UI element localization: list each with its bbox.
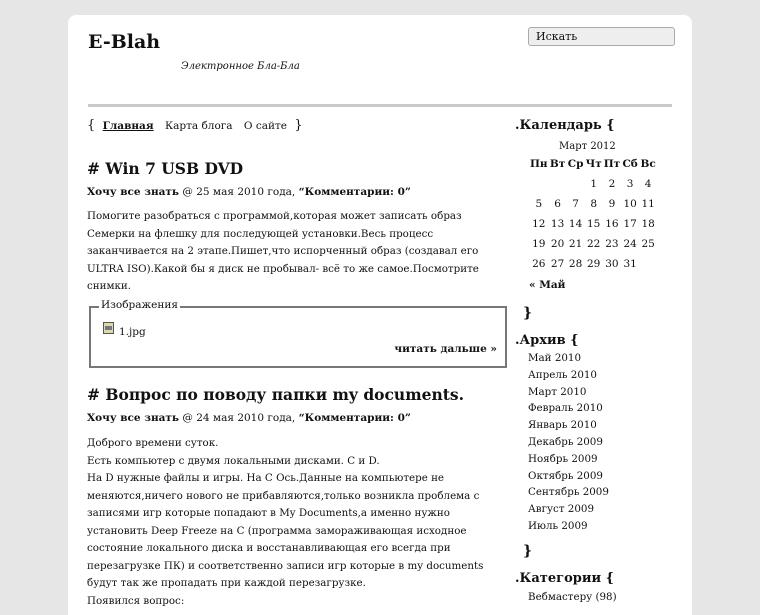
calendar-day: 2 bbox=[608, 178, 616, 190]
archive-title: .Архив { bbox=[515, 333, 579, 348]
calendar-day: 28 bbox=[568, 258, 583, 270]
calendar-day: 11 bbox=[641, 198, 655, 210]
archive-link[interactable]: Ноябрь 2009 bbox=[528, 452, 598, 465]
post-comments-link[interactable]: “Комментарии: 0” bbox=[298, 186, 411, 198]
search-input[interactable]: Искать bbox=[528, 27, 675, 46]
calendar-day: 13 bbox=[550, 218, 565, 230]
calendar-day: 18 bbox=[641, 218, 655, 230]
calendar-day bbox=[567, 174, 585, 194]
calendar-close-brace: } bbox=[523, 305, 533, 321]
page-container bbox=[68, 15, 692, 615]
header-divider bbox=[88, 104, 672, 107]
calendar-day: 17 bbox=[623, 218, 637, 230]
archive-link[interactable]: Декабрь 2009 bbox=[528, 435, 603, 448]
calendar-day: 15 bbox=[586, 218, 601, 230]
calendar-day: 26 bbox=[532, 258, 546, 270]
post-meta bbox=[87, 186, 411, 198]
calendar-day: 12 bbox=[532, 218, 546, 230]
calendar-day: 21 bbox=[568, 238, 583, 250]
post-paragraph: Есть компьютер с двумя локальными дисками. C и D. bbox=[87, 454, 380, 467]
weekday-header: Пт bbox=[603, 158, 621, 170]
calendar-day: 27 bbox=[550, 258, 565, 270]
post-body bbox=[87, 435, 507, 610]
calendar-day: 22 bbox=[586, 238, 601, 250]
attachments-box bbox=[89, 299, 507, 368]
calendar-day: 6 bbox=[554, 198, 561, 210]
calendar-day bbox=[529, 174, 549, 194]
main-nav bbox=[87, 118, 303, 133]
weekday-header: Вт bbox=[549, 158, 566, 170]
archive-link[interactable]: Январь 2010 bbox=[528, 419, 597, 432]
weekday-header: Ср bbox=[567, 158, 584, 170]
archive-link[interactable]: Май 2010 bbox=[528, 352, 582, 364]
calendar-day: 25 bbox=[641, 238, 655, 250]
post-title[interactable]: # Вопрос по поводу папки my documents. bbox=[87, 385, 465, 404]
nav-close-brace: } bbox=[294, 118, 303, 133]
nav-open-brace: { bbox=[87, 118, 96, 133]
post-body bbox=[87, 208, 507, 296]
attachment-file-link[interactable]: 1.jpg bbox=[119, 326, 146, 338]
archive-list bbox=[528, 350, 609, 535]
calendar-day: 19 bbox=[532, 238, 546, 250]
archive-link[interactable]: Август 2009 bbox=[528, 503, 594, 516]
calendar-day: 20 bbox=[550, 238, 565, 250]
post-date: @ 25 мая 2010 года, bbox=[179, 186, 299, 198]
calendar-day: 16 bbox=[605, 218, 619, 230]
post-comments-link[interactable]: “Комментарии: 0” bbox=[298, 412, 411, 424]
calendar-day bbox=[549, 174, 567, 194]
site-title[interactable]: E-Blah bbox=[88, 31, 161, 53]
archive-link[interactable]: Октябрь 2009 bbox=[528, 469, 603, 482]
site-tagline: Электронное Бла-Бла bbox=[181, 61, 300, 72]
calendar-day: 8 bbox=[590, 198, 597, 210]
calendar-day: 30 bbox=[605, 258, 619, 270]
jpg-file-icon bbox=[103, 322, 114, 334]
calendar-day: 10 bbox=[623, 198, 637, 210]
weekday-header: Пн bbox=[530, 158, 548, 170]
post-author[interactable]: Хочу все знать bbox=[87, 186, 180, 198]
archive-close-brace: } bbox=[523, 543, 533, 559]
calendar-day: 7 bbox=[572, 198, 579, 210]
calendar-day: 9 bbox=[608, 198, 616, 210]
archive-link[interactable]: Сентябрь 2009 bbox=[528, 486, 609, 499]
category-link[interactable]: Вебмастеру (98) bbox=[528, 591, 617, 603]
calendar-day: 14 bbox=[568, 218, 583, 230]
weekday-header: Чт bbox=[585, 158, 602, 170]
nav-home-link[interactable]: Главная bbox=[102, 120, 154, 132]
nav-about-link[interactable]: О сайте bbox=[243, 120, 288, 132]
calendar-table bbox=[529, 154, 657, 274]
archive-link[interactable]: Апрель 2010 bbox=[528, 368, 597, 381]
post-author[interactable]: Хочу все знать bbox=[87, 412, 180, 424]
weekday-header: Вс bbox=[640, 158, 656, 170]
calendar-day: 4 bbox=[644, 178, 652, 190]
calendar-day: 3 bbox=[626, 178, 634, 190]
calendar-day: 23 bbox=[605, 238, 619, 250]
calendar-day bbox=[639, 254, 657, 274]
calendar-day: 24 bbox=[623, 238, 637, 250]
archive-link[interactable]: Июль 2009 bbox=[528, 519, 588, 532]
post-paragraph: На D нужные файлы и игры. На C Ось.Данные на компьютере не меняются,ничего нового не прибавляются,только возникла проблема с записями игр которые попадают в My Documents,а именно нужно установить Deep Freeze на C (программа замораживающая исходное состояние локального диска и восстанавливающая его всегда при перезагрузке ПК) и соответственно записи игр которые в my documents будут так же пропадать при каждой перезагрузке. bbox=[87, 472, 484, 589]
post-date: @ 24 мая 2010 года, bbox=[179, 412, 299, 424]
post-meta bbox=[87, 412, 411, 424]
weekday-header: Сб bbox=[622, 158, 638, 170]
calendar-day: 31 bbox=[623, 258, 637, 270]
categories-title: .Категории { bbox=[515, 571, 614, 586]
categories-list bbox=[528, 589, 617, 606]
calendar-caption: Март 2012 bbox=[559, 141, 616, 152]
calendar-day: 1 bbox=[590, 178, 597, 190]
attachments-legend: Изображения bbox=[101, 299, 179, 311]
calendar-title: .Календарь { bbox=[515, 118, 615, 133]
calendar-day: 29 bbox=[586, 258, 601, 270]
post-paragraph: Доброго времени суток. bbox=[87, 437, 219, 449]
post-paragraph: Помогите разобраться с программой,которая может записать образ Семерки на флешку для последующей установки.Весь процесс заканчивается на 2 этапе.Пишет,что испорченный образ (создавал его ULTRA ISO).Какой бы я диск не пробывал- всё то же самое.Посмотрите снимки. bbox=[87, 210, 479, 292]
calendar-prev-link[interactable]: « Май bbox=[529, 279, 566, 291]
archive-link[interactable]: Март 2010 bbox=[528, 385, 587, 398]
read-more-link[interactable]: читать дальше » bbox=[394, 343, 497, 355]
calendar-day: 5 bbox=[535, 198, 543, 210]
post-paragraph: Появился вопрос: bbox=[87, 594, 185, 607]
nav-sitemap-link[interactable]: Карта блога bbox=[164, 120, 233, 132]
post-title[interactable]: # Win 7 USB DVD bbox=[87, 159, 244, 178]
archive-link[interactable]: Февраль 2010 bbox=[528, 402, 603, 415]
